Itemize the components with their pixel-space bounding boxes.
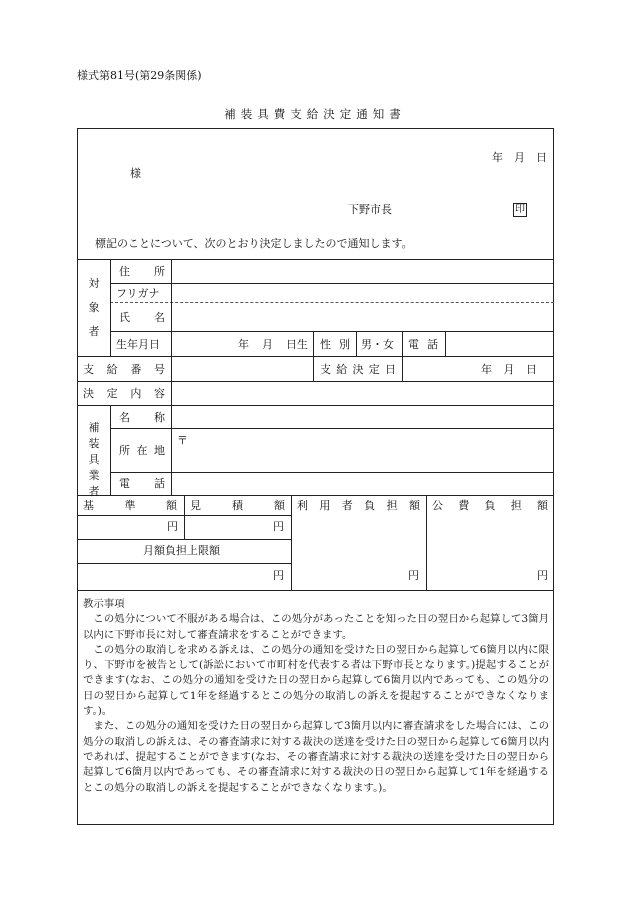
monthly-cap-label: 月額負担上限額 bbox=[143, 544, 220, 557]
issue-date-day: 日 bbox=[536, 151, 547, 164]
address-label: 住 所 bbox=[119, 265, 165, 278]
vendor-section-label: 補 装 具 業 者 bbox=[88, 421, 100, 498]
birthdate-label: 生年月日 bbox=[116, 338, 160, 351]
vendor-location-label: 所 在 地 bbox=[119, 444, 165, 457]
issue-date bbox=[492, 152, 547, 163]
monthly-cap-yen: 円 bbox=[273, 569, 284, 582]
addressee-suffix: 様 bbox=[130, 167, 141, 180]
name-label: 氏 名 bbox=[119, 311, 165, 324]
instructions-paragraph-1: この処分について不服がある場合は、この処分があったことを知った日の翌日から起算して3箇月以内に下野市長に対して審査請求をすることができます。 bbox=[83, 613, 549, 641]
sender-name: 下野市長 bbox=[348, 203, 392, 216]
standard-yen: 円 bbox=[167, 520, 178, 533]
gender-label: 性 別 bbox=[320, 338, 350, 351]
decision-content-label: 決 定 内 容 bbox=[83, 387, 165, 400]
user-burden-yen: 円 bbox=[408, 569, 419, 582]
estimate-amount-label: 見 積 額 bbox=[190, 499, 285, 512]
seal-mark: 印 bbox=[515, 204, 525, 215]
issue-date-month: 月 bbox=[514, 151, 525, 164]
document-title: 補装具費支給決定通知書 bbox=[224, 107, 406, 121]
phone-label: 電 話 bbox=[408, 338, 438, 351]
instructions-paragraph-3: また、この処分の通知を受けた日の翌日から起算して3箇月以内に審査請求をした場合には、この処分の取消しの訴えは、その審査請求に対する裁決の送達を受けた日の翌日から起算して6箇月以内であれば、提起することができます(なお、その審査請求に対する裁決の送達を受けた日の翌日から起算して6箇月以内であっても、その審査請求に対する裁決の日の翌日から起算して1年を経過するとこの処分の取消しの訴えを提起することができなくなります。)。 bbox=[83, 720, 549, 794]
form-number: 様式第81号(第29条関係) bbox=[77, 69, 202, 82]
subject-section-label: 対 象 者 bbox=[88, 277, 100, 338]
instructions bbox=[83, 597, 549, 796]
intro-text: 標記のことについて、次のとおり決定しましたので通知します。 bbox=[95, 237, 413, 250]
user-burden-label: 利 用 者 負 担 額 bbox=[297, 499, 420, 512]
postal-mark: 〒 bbox=[177, 434, 188, 447]
vendor-name-label: 名 称 bbox=[119, 411, 165, 424]
birthdate-value: 年 月 日生 bbox=[238, 338, 308, 351]
issue-date-year: 年 bbox=[492, 151, 503, 164]
public-burden-label: 公 費 負 担 額 bbox=[432, 499, 548, 512]
estimate-yen: 円 bbox=[273, 520, 284, 533]
public-burden-yen: 円 bbox=[537, 569, 548, 582]
standard-amount-label: 基 準 額 bbox=[83, 499, 177, 512]
payment-number-label: 支 給 番 号 bbox=[83, 363, 165, 376]
furigana-label: フリガナ bbox=[116, 287, 160, 300]
instructions-paragraph-2: この処分の取消しを求める訴えは、この処分の通知を受けた日の翌日から起算して6箇月以内に限り、下野市を被告として(訴訟において市町村を代表する者は下野市長となります。)提起することができます(なお、この処分の通知を受けた日の翌日から起算して6箇月以内であっても、この処分の日の翌日から起算して1年を経過するとこの処分の取消しの訴えを提起することができなくなります。)。 bbox=[83, 643, 549, 718]
vendor-phone-label: 電 話 bbox=[119, 477, 165, 490]
gender-options: 男・女 bbox=[361, 338, 394, 351]
instructions-heading: 教示事項 bbox=[83, 598, 125, 610]
decision-date-label: 支 給 決 定 日 bbox=[320, 363, 396, 376]
decision-date-value: 年 月 日 bbox=[481, 363, 537, 376]
